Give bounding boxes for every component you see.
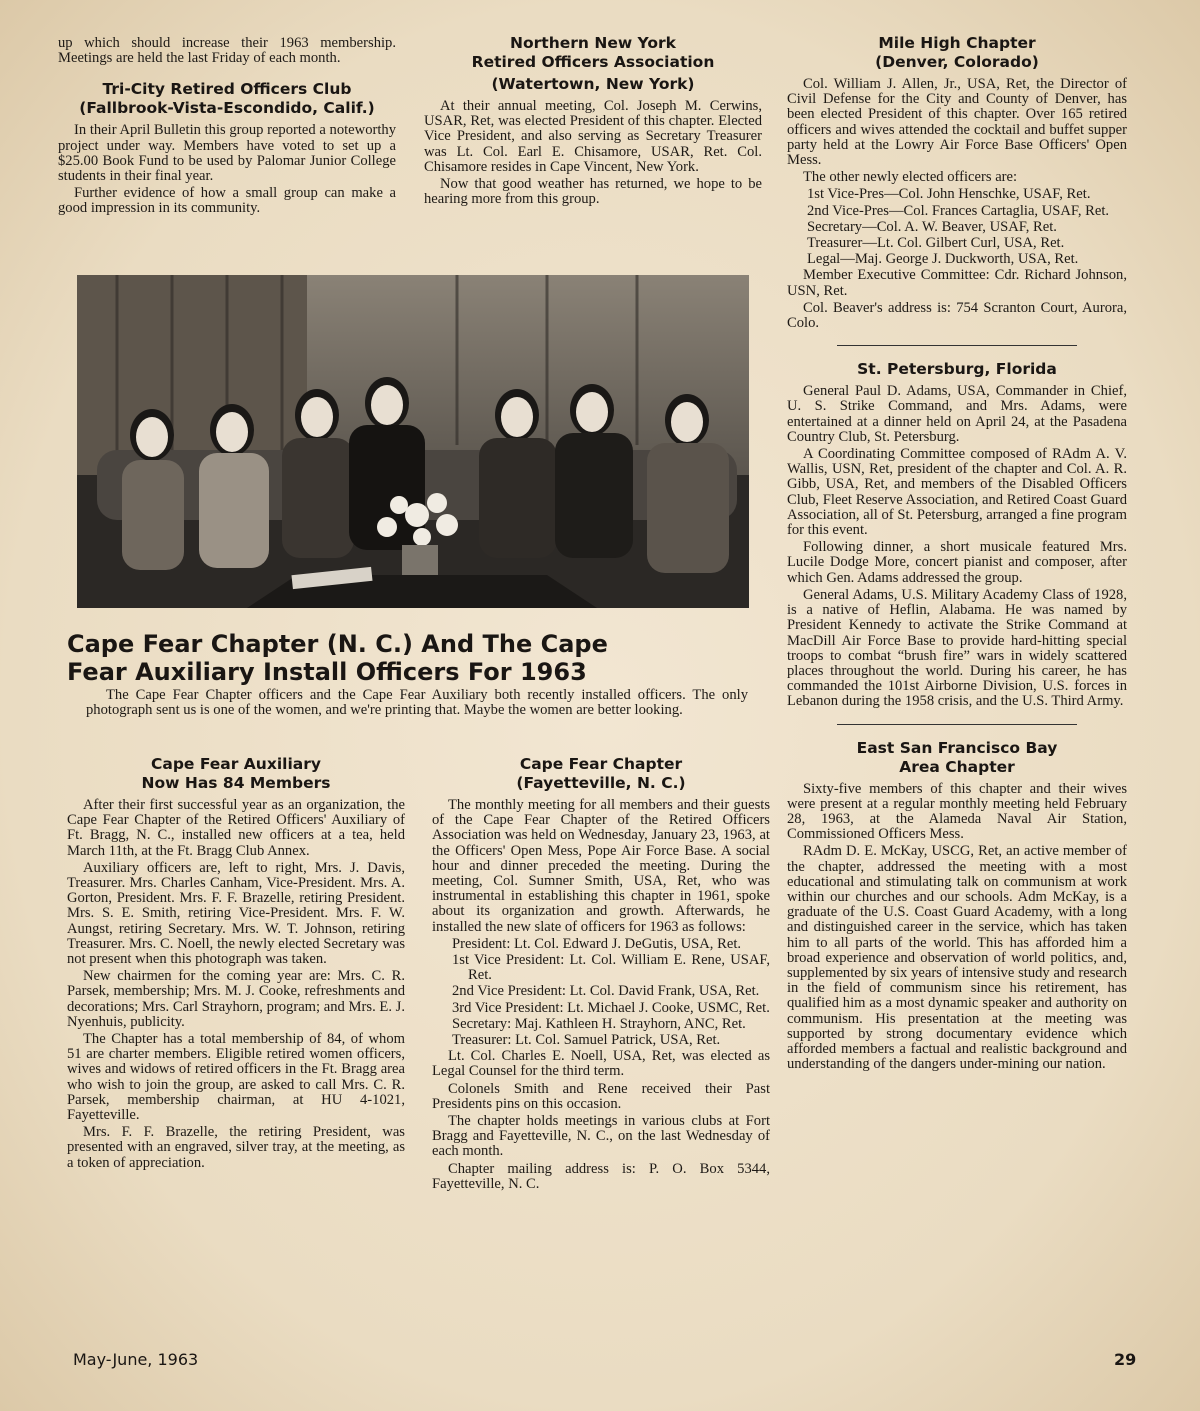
mile-high-officer-4: Treasurer—Lt. Col. Gilbert Curl, USA, Ret. bbox=[807, 235, 1065, 252]
tricity-heading bbox=[58, 80, 396, 118]
mile-high-heading-line2: (Denver, Colorado) bbox=[875, 53, 1039, 71]
mile-high-officer-3: Secretary—Col. A. W. Beaver, USAF, Ret. bbox=[807, 218, 1057, 235]
feature-headline-line1: Cape Fear Chapter (N. C.) And The Cape bbox=[67, 630, 608, 658]
column-right bbox=[787, 34, 1127, 1074]
capefear-officer-3: 2nd Vice President: Lt. Col. David Frank, USA, Ret. bbox=[452, 983, 760, 1000]
section-divider bbox=[837, 724, 1077, 725]
tricity-paragraph-2: Further evidence of how a small group can make a good impression in its community. bbox=[58, 185, 396, 217]
capefear-paragraph-3: Colonels Smith and Rene received their Past Presidents pins on this occasion. bbox=[432, 1080, 770, 1112]
page-number: 29 bbox=[1114, 1350, 1137, 1369]
east-sf-bay-paragraph-2: RAdm D. E. McKay, USCG, Ret, an active member of the chapter, addressed the meeting with a most educational and stimulating talk on communism at work within our churches and our schools. Adm McKay, is a graduate of the U.S. Coast Guard Academy, with a long and distinguished career in the service, which has taken him to all parts of the world. This has afforded him a broad experience and observation of world politics, and, supplemented by six years of intensive study and research in the field of communism since his retirement, has qualified him as a most dynamic speaker and authority on communism. His presentation at the meeting was supported by strong documentary evidence which afforded members a factual and realistic background and understanding of the dangers under-mining our nation. bbox=[787, 843, 1127, 1073]
northern-ny-paragraph-2: Now that good weather has returned, we hope to be hearing more from this group. bbox=[424, 176, 762, 208]
tricity-heading-line2: (Fallbrook-Vista-Escondido, Calif.) bbox=[79, 99, 375, 118]
auxiliary-paragraph-4: The Chapter has a total membership of 84, of whom 51 are charter members. Eligible retired women officers, wives and widows of retired officers in the Ft. Bragg area who wish to join the group, are asked to call Mrs. C. R. Parsek, membership chairman, at HU 4-1021, Fayetteville. bbox=[67, 1031, 405, 1124]
feature-headline-line2: Fear Auxiliary Install Officers For 1963 bbox=[67, 658, 587, 686]
auxiliary-paragraph-2: Auxiliary officers are, left to right, Mrs. J. Davis, Treasurer. Mrs. Charles Canham, Vice-President. Mrs. A. Gorton, President. Mrs. F. F. Brazelle, retiring President. Mrs. S. E. Smith, retiring Vice-President. Mrs. F. W. Aungst, retiring Secretary. Mrs. W. T. Johnson, retiring Treasurer. Mrs. C. Noell, the newly elected Secretary was not present when this photograph was taken. bbox=[67, 859, 405, 968]
column-middle-bottom bbox=[432, 755, 770, 1194]
st-petersburg-heading: St. Petersburg, Florida bbox=[857, 360, 1057, 379]
capefear-officer-6: Treasurer: Lt. Col. Samuel Patrick, USA, Ret. bbox=[452, 1032, 721, 1049]
capefear-heading-line1: Cape Fear Chapter bbox=[519, 755, 683, 773]
northern-ny-heading bbox=[424, 34, 762, 72]
mile-high-officer-2: 2nd Vice-Pres—Col. Frances Cartaglia, USAF, Ret. bbox=[807, 202, 1110, 219]
capefear-paragraph-4: The chapter holds meetings in various clubs at Fort Bragg and Fayetteville, N. C., on the last Wednesday of each month. bbox=[432, 1113, 770, 1160]
auxiliary-heading bbox=[67, 755, 405, 793]
auxiliary-officers-photo bbox=[77, 275, 749, 608]
st-petersburg-paragraph-2: A Coordinating Committee composed of RAdm A. V. Wallis, USN, Ret, president of the chapter and Col. A. R. Gibb, USA, Ret, and members of the Disabled Officers Club, Fleet Reserve Association, and Retired Coast Guard Association, all of St. Petersburg, arranged a fine program for this event. bbox=[787, 446, 1127, 539]
capefear-paragraph-2: Lt. Col. Charles E. Noell, USA, Ret, was elected as Legal Counsel for the third term. bbox=[432, 1048, 770, 1080]
column-left-bottom bbox=[67, 755, 405, 1173]
northern-ny-heading-line1: Northern New York bbox=[510, 34, 676, 52]
auxiliary-paragraph-5: Mrs. F. F. Brazelle, the retiring President, was presented with an engraved, silver tray, at the meeting, as a token of appreciation. bbox=[67, 1124, 405, 1171]
east-sf-bay-heading-line1: East San Francisco Bay bbox=[856, 738, 1058, 757]
capefear-heading-line2: (Fayetteville, N. C.) bbox=[516, 774, 686, 792]
auxiliary-heading-line1: Cape Fear Auxiliary bbox=[151, 755, 321, 773]
tricity-paragraph-1: In their April Bulletin this group reported a noteworthy project under way. Members have voted to set up a $25.00 Book Fund to be used by Palomar Junior College students in their final year. bbox=[58, 122, 396, 185]
east-sf-bay-heading-line2: Area Chapter bbox=[899, 757, 1015, 776]
feature-intro: The Cape Fear Chapter officers and the Cape Fear Auxiliary both recently installed officers. The only photograph sent us is one of the women, and we're printing that. Maybe the women are better looking. bbox=[86, 687, 748, 719]
northern-ny-paragraph-1: At their annual meeting, Col. Joseph M. Cerwins, USAR, Ret, was elected President of this chapter. Elected Vice President, and also serving as Secretary Treasurer was Lt. Col. Earl E. Chisamore, USAR, Ret. Col. Chisamore resides in Cape Vincent, New York. bbox=[424, 98, 762, 175]
footer-date: May-June, 1963 bbox=[73, 1350, 199, 1369]
mile-high-officer-5: Legal—Maj. George J. Duckworth, USA, Ret. bbox=[807, 251, 1079, 268]
mile-high-heading bbox=[787, 34, 1127, 72]
capefear-officer-4: 3rd Vice President: Lt. Michael J. Cooke, USMC, Ret. bbox=[452, 999, 770, 1016]
capefear-paragraph-1: The monthly meeting for all members and their guests of the Cape Fear Chapter of the Retired Officers Association was held on Wednesday, January 23, 1963, at the Officers' Open Mess, Pope Air Force Base. A social hour and dinner preceded the meeting. During the meeting, Col. Sumner Smith, USA, Ret, who was instrumental in establishing this chapter in 1961, spoke about its organization and growth. Afterwards, he installed the new slate of officers for 1963 as follows: bbox=[432, 797, 770, 935]
continued-paragraph: up which should increase their 1963 membership. Meetings are held the last Friday of each month. bbox=[58, 35, 396, 67]
capefear-heading bbox=[432, 755, 770, 793]
east-sf-bay-heading bbox=[787, 739, 1127, 777]
auxiliary-paragraph-3: New chairmen for the coming year are: Mrs. C. R. Parsek, membership; Mrs. M. J. Cooke, refreshments and decorations; Mrs. Carl Strayhorn, program; and Mrs. E. J. Nyenhuis, publicity. bbox=[67, 968, 405, 1030]
east-sf-bay-paragraph-1: Sixty-five members of this chapter and their wives were present at a regular monthly meeting held February 28, 1963, at the Alameda Naval Air Station, Commissioned Officers Mess. bbox=[787, 780, 1127, 843]
mile-high-paragraph-1: Col. William J. Allen, Jr., USA, Ret, the Director of Civil Defense for the City and County of Denver, has been elected President of this chapter. Over 165 retired officers and wives attended the cocktail and buffet supper party held at the Lowry Air Force Base Officers' Open Mess. bbox=[787, 76, 1127, 169]
st-petersburg-paragraph-1: General Paul D. Adams, USA, Commander in Chief, U. S. Strike Command, and Mrs. Adams, were entertained at a dinner held on April 24, at the Pasadena Country Club, St. Petersburg. bbox=[787, 383, 1127, 445]
northern-ny-heading-line2: Retired Officers Association bbox=[471, 53, 715, 71]
mile-high-paragraph-2: The other newly elected officers are: bbox=[803, 169, 1018, 186]
mile-high-officer-1: 1st Vice-Pres—Col. John Henschke, USAF, Ret. bbox=[807, 186, 1091, 203]
mile-high-heading-line1: Mile High Chapter bbox=[878, 34, 1036, 52]
northern-ny-location: (Watertown, New York) bbox=[491, 75, 695, 93]
mile-high-paragraph-4: Col. Beaver's address is: 754 Scranton Court, Aurora, Colo. bbox=[787, 299, 1127, 332]
column-middle-top bbox=[424, 34, 762, 209]
column-left-top bbox=[58, 36, 396, 219]
section-divider bbox=[837, 345, 1077, 346]
auxiliary-heading-line2: Now Has 84 Members bbox=[141, 774, 331, 792]
capefear-officer-5: Secretary: Maj. Kathleen H. Strayhorn, ANC, Ret. bbox=[452, 1015, 746, 1032]
mile-high-paragraph-3: Member Executive Committee: Cdr. Richard Johnson, USN, Ret. bbox=[787, 267, 1127, 299]
capefear-officer-2: 1st Vice President: Lt. Col. William E. Rene, USAF, Ret. bbox=[452, 952, 770, 984]
capefear-officer-1: President: Lt. Col. Edward J. DeGutis, USA, Ret. bbox=[452, 935, 742, 952]
auxiliary-paragraph-1: After their first successful year as an organization, the Cape Fear Chapter of the Retired Officers' Auxiliary of Ft. Bragg, N. C., installed new officers at a tea, held March 11th, at the Ft. Bragg Club Annex. bbox=[67, 797, 405, 859]
st-petersburg-paragraph-4: General Adams, U.S. Military Academy Class of 1928, is a native of Heflin, Alabama. He was named by President Kennedy to activate the Strike Command at MacDill Air Force Base to provide hard-hitting special troops to combat “brush fire” wars in widely scattered places throughout the world. During his career, he has commanded the 101st Airborne Division, U.S. forces in Lebanon during the 1958 crisis, and the U.S. Third Army. bbox=[787, 586, 1127, 710]
capefear-paragraph-5: Chapter mailing address is: P. O. Box 5344, Fayetteville, N. C. bbox=[432, 1160, 770, 1192]
st-petersburg-paragraph-3: Following dinner, a short musicale featured Mrs. Lucile Dodge More, concert pianist and composer, after which Gen. Adams addressed the group. bbox=[787, 539, 1127, 586]
feature-headline bbox=[67, 630, 767, 686]
tricity-heading-line1: Tri-City Retired Officers Club bbox=[102, 80, 352, 99]
